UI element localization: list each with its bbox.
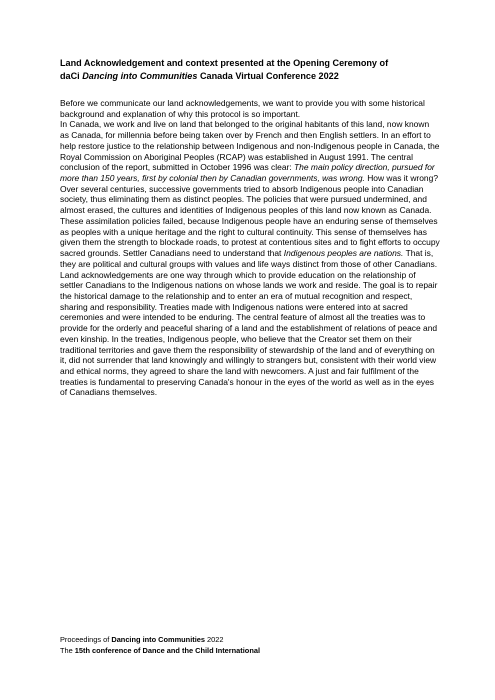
footer-line-2-bold: 15th conference of Dance and the Child International xyxy=(74,646,261,655)
paragraph-history xyxy=(60,119,440,269)
paragraph-intro: Before we communicate our land acknowledgements, we want to provide you with some historical background and explanation of why this protocol is so important. xyxy=(60,98,425,119)
paragraph-acknowledgements: Land acknowledgements are one way through which to provide education on the relationship of settler Canadians to the Indigenous nations on whose lands we work and reside. The goal is to repair the historical damage to the relationship and to enter an era of mutual recognition and respect, sharing and responsibility. Treaties made with Indigenous nations were entered into at sacred ceremonies and were intended to be enduring. The central feature of almost all the treaties was to provide for the orderly and peaceful sharing of a land and the establishment of relations of peace and even kinship. In the treaties, Indigenous people, who believe that the Creator set them on their traditional territories and gave them the responsibility of stewardship of the land and of everything on it, did not surrender that land knowingly and willingly to strangers but, consistent with their world view and ethical norms, they agreed to share the land with newcomers. A just and fair fulfilment of the treaties is fundamental to preserving Canada's honour in the eyes of the world as well as in the eyes of Canadians themselves. xyxy=(60,269,438,398)
footer-line-2 xyxy=(60,645,440,656)
footer-line-1-prefix: Proceedings of xyxy=(60,635,112,644)
history-text-b: How was it wrong? Over several centuries, successive governments tried to absorb Indigenous people into Canadian society, thus eliminating them as distinct peoples. The policies that were pursued undermined, and almost erased, the cultures and identities of Indigenous peoples of this land now known as Canada. These assimilation policies failed, because Indigenous people have an enduring sense of themselves as peoples with a unique heritage and the right to cultural continuity. This sense of themselves has given them the strength to blockade roads, to protest at contentious sites and to fight efforts to occupy sacred grounds. Settler Canadians need to understand that xyxy=(60,173,440,259)
title-line-2-prefix: daCi xyxy=(60,71,83,81)
history-emphasis: Indigenous peoples are nations. xyxy=(283,248,404,259)
history-text-c: That is, they are political and cultural groups with values and life ways distinct from those of other Canadians. xyxy=(60,248,438,269)
footer-line-1 xyxy=(60,634,440,645)
title-line-2-suffix: Canada Virtual Conference 2022 xyxy=(197,71,339,81)
footer-line-1-bold: Dancing into Communities xyxy=(111,635,205,644)
history-quote: The main policy direction, pursued for more than 150 years, first by colonial then by Canadian governments, was wrong. xyxy=(60,162,435,184)
page-footer xyxy=(60,634,440,656)
title-line-1: Land Acknowledgement and context presented at the Opening Ceremony of xyxy=(60,58,389,68)
title-line-2-italic: Dancing into Communities xyxy=(82,71,198,81)
document-body xyxy=(60,98,440,398)
footer-line-2-prefix: The xyxy=(60,646,75,655)
history-text-a: In Canada, we work and live on land that belonged to the original habitants of this land, now known as Canada, for millennia before being taken over by French and then English settlers. In an effort to help restore justice to the relationship between Indigenous and non-Indigenous people in Canada, the Royal Commission on Aboriginal Peoples (RCAP) was established in August 1991. The central conclusion of the report, submitted in October 1996 was clear: xyxy=(60,119,440,173)
footer-line-1-suffix: 2022 xyxy=(204,635,224,644)
document-title xyxy=(60,57,440,83)
